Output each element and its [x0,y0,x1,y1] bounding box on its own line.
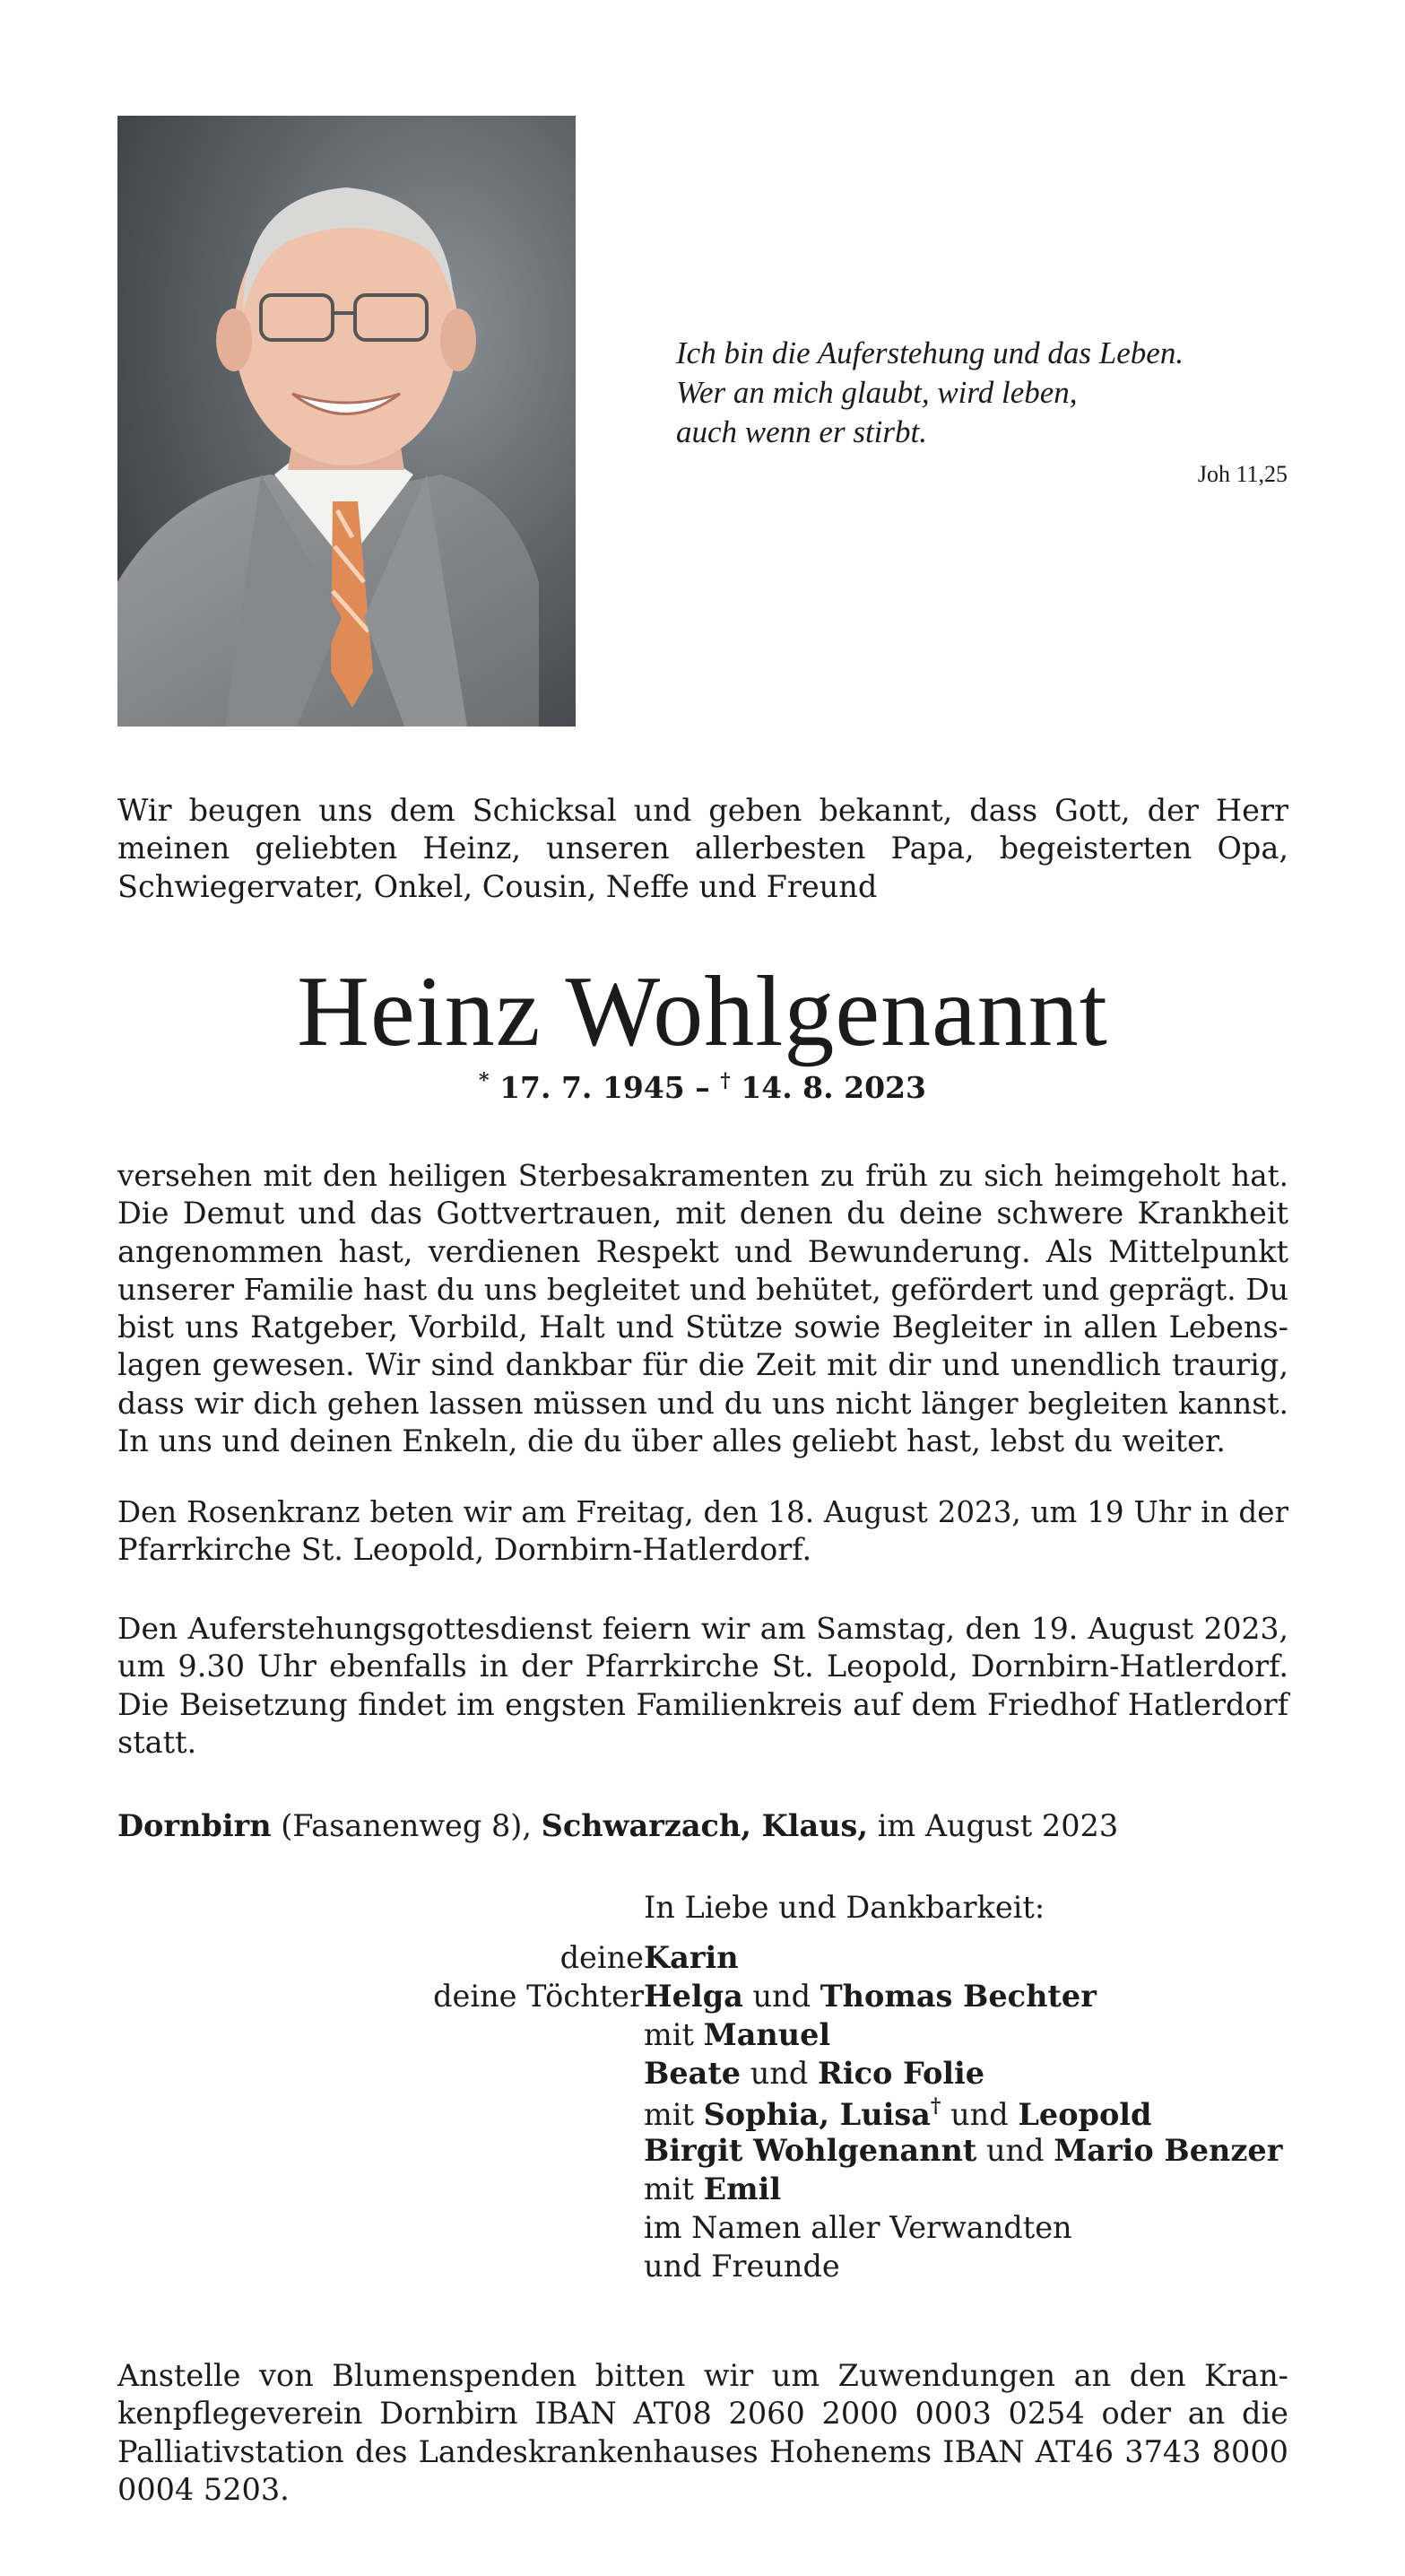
life-dates [0,1069,1405,1105]
date-dash: – [695,1070,710,1105]
verse-reference: Joh 11,25 [1197,461,1288,487]
rosary-line: Den Rosenkranz beten wir am Freitag, den 18. August 2023, um 19 Uhr in der [117,1495,1288,1529]
grandchild-4-entry [644,2171,781,2206]
location-line [117,1807,1288,1845]
body-line: In uns und deinen Enkeln, die du über alles geliebt hast, lebst du weiter. [117,1423,1226,1459]
daughters-label: deine Töchter [433,1979,644,2014]
intro-line: Schwiegervater, Onkel, Cousin, Neffe und Freund [117,868,878,904]
donation-line: Palliativstation des Landeskrankenhauses Hohenems IBAN AT46 3743 8000 [117,2433,1288,2469]
daughter-1-name: Helga [644,1979,743,2014]
body-line: dass wir dich gehen lassen müssen und du uns nicht länger begleiten kannst. [117,1385,1288,1421]
body-line: versehen mit den heiligen Sterbesakramenten zu früh zu sich heimgeholt hat. [117,1159,1288,1193]
and-word: und [752,1979,811,2014]
daughter-3-entry [644,2133,1282,2168]
donation-line: 0004 5203. [117,2471,290,2507]
location-address: (Fasanenweg 8), [281,1808,532,1843]
closing-heading: In Liebe und Dankbarkeit: [644,1890,1045,1925]
birth-date: 17. 7. 1945 [499,1070,685,1105]
intro-line: meinen geliebten Heinz, unseren allerbesten Papa, begeisterten Opa, [117,831,1288,866]
wife-entry [644,1940,739,1975]
grandchild-3-name: Leopold [1018,2097,1152,2132]
daughter-3-name: Birgit Wohlgenannt [644,2133,977,2168]
daughter-2-partner: Rico Folie [818,2056,985,2091]
rosary-paragraph [117,1493,1288,1570]
body-paragraph [117,1157,1288,1460]
location-city: Dornbirn [117,1808,272,1843]
grandchild-1-name: Manuel [703,2017,831,2052]
body-line: lagen gewesen. Wir sind dankbar für die Zeit mit dir und unendlich traurig, [117,1347,1288,1383]
donation-paragraph [117,2357,1288,2509]
bible-verse [676,334,1304,452]
body-line: unserer Familie hast du uns begleitet und behütet, gefördert und geprägt. Du [117,1271,1288,1307]
intro-line: Wir beugen uns dem Schicksal und geben bekannt, dass Gott, der Herr [117,793,1288,828]
location-places: Schwarzach, Klaus, [541,1808,869,1843]
verse-line: Ich bin die Auferstehung und das Leben. [676,335,1184,370]
friends-line: und Freunde [644,2249,840,2284]
grandchild-1-entry [644,2017,830,2052]
verse-line: Wer an mich glaubt, wird leben, [676,375,1078,410]
donation-line: kenpflegeverein Dornbirn IBAN AT08 2060 2000 0003 0254 oder an die [117,2396,1288,2432]
portrait-image [117,116,576,727]
portrait-photo [117,116,576,727]
body-line: Die Demut und das Gottvertrauen, mit denen du deine schwere Krankheit [117,1196,1288,1231]
location-date: im August 2023 [877,1808,1119,1843]
verse-line: auch wenn er stirbt. [676,414,927,449]
deceased-name: Heinz Wohlgenannt [297,956,1108,1067]
birth-symbol: * [479,1069,490,1092]
deceased-cross: † [930,2094,941,2118]
intro-paragraph [117,792,1288,906]
and-word: und [950,2097,1009,2132]
relatives-line: im Namen aller Verwandten [644,2210,1072,2245]
daughter-3-partner: Mario Benzer [1054,2133,1283,2168]
grandchild-2-names: Sophia, Luisa [703,2097,931,2132]
grandchild-2-entry [644,2094,1151,2132]
service-line: um 9.30 Uhr ebenfalls in der Pfarrkirche St. Leopold, Dornbirn-Hatlerdorf. [117,1649,1288,1684]
wife-label: deine [559,1940,644,1975]
with-word: mit [644,2097,694,2132]
daughter-2-entry [644,2056,984,2091]
with-word: mit [644,2017,694,2052]
death-date: 14. 8. 2023 [741,1070,926,1105]
body-line: angenommen hast, verdienen Respekt und Bewunderung. Als Mittelpunkt [117,1233,1288,1269]
wife-name: Karin [644,1940,739,1975]
with-word: mit [644,2171,694,2206]
service-paragraph [117,1610,1288,1762]
death-symbol: † [720,1069,731,1092]
daughter-2-name: Beate [644,2056,742,2091]
service-line: Die Beisetzung findet im engsten Familienkreis auf dem Friedhof Hatlerdorf [117,1686,1288,1722]
rosary-line: Pfarrkirche St. Leopold, Dornbirn-Hatlerdorf. [117,1532,812,1568]
daughter-1-partner: Thomas Bechter [820,1979,1097,2014]
donation-line: Anstelle von Blumenspenden bitten wir um Zuwendungen an den Kran- [117,2358,1288,2393]
daughter-1-entry [644,1979,1097,2014]
and-word: und [985,2133,1045,2168]
grandchild-4-name: Emil [703,2171,782,2206]
service-line: statt. [117,1724,197,1760]
service-line: Den Auferstehungsgottesdienst feiern wir am Samstag, den 19. August 2023, [117,1611,1288,1646]
and-word: und [750,2056,809,2091]
body-line: bist uns Ratgeber, Vorbild, Halt und Stütze sowie Begleiter in allen Lebens- [117,1310,1288,1345]
